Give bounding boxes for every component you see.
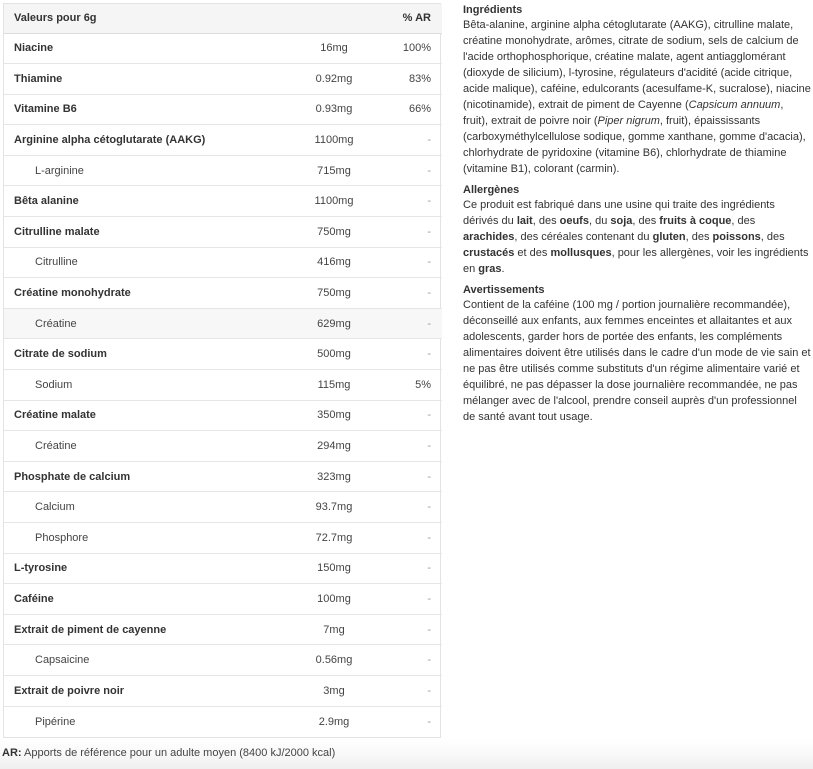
nutrient-ar: 100%	[374, 33, 442, 64]
nutrient-ar: -	[374, 523, 442, 554]
nutrient-ar: -	[374, 492, 442, 523]
nutrient-name: Thiamine	[4, 64, 294, 95]
table-header-row	[4, 4, 442, 33]
nutrient-amount: 0.92mg	[294, 64, 374, 95]
nutrient-ar: -	[374, 186, 442, 217]
text-segment: et des	[514, 247, 551, 259]
nutrient-name: Créatine	[4, 431, 294, 462]
text-segment: , pour les allergènes, voir les ingrédients en	[463, 247, 809, 275]
header-amount	[294, 4, 374, 33]
nutrient-name: Capsaicine	[4, 645, 294, 676]
nutrient-ar: 5%	[374, 370, 442, 401]
info-panel	[463, 3, 811, 431]
nutrient-name: Citrulline malate	[4, 217, 294, 248]
footnote-label: AR:	[2, 747, 22, 759]
nutrient-ar: -	[374, 400, 442, 431]
nutrient-name: Créatine malate	[4, 400, 294, 431]
table-body	[4, 33, 442, 737]
nutrient-amount: 715mg	[294, 155, 374, 186]
table-row	[4, 370, 442, 401]
text-segment: , des	[532, 215, 560, 227]
table-row	[4, 400, 442, 431]
table-row	[4, 186, 442, 217]
table-row	[4, 155, 442, 186]
nutrient-ar: -	[374, 431, 442, 462]
nutrient-ar: -	[374, 553, 442, 584]
allergen-highlight: mollusques	[550, 247, 612, 259]
nutrient-name: Bêta alanine	[4, 186, 294, 217]
allergen-highlight: soja	[610, 215, 633, 227]
nutrient-name: Vitamine B6	[4, 94, 294, 125]
nutrient-ar: -	[374, 155, 442, 186]
nutrient-amount: 1100mg	[294, 125, 374, 156]
text-segment: , des	[632, 215, 660, 227]
nutrient-amount: 416mg	[294, 247, 374, 278]
text-segment: .	[501, 263, 505, 275]
table-row	[4, 125, 442, 156]
nutrient-name: Sodium	[4, 370, 294, 401]
table-row	[4, 706, 442, 737]
allergen-highlight: gluten	[652, 231, 686, 243]
nutrient-name: Pipérine	[4, 706, 294, 737]
footnote-text: Apports de référence pour un adulte moyen (8400 kJ/2000 kcal)	[21, 747, 336, 759]
nutrition-table	[3, 3, 441, 738]
nutrient-amount: 7mg	[294, 614, 374, 645]
nutrient-ar: -	[374, 125, 442, 156]
nutrient-ar: -	[374, 614, 442, 645]
nutrient-amount: 115mg	[294, 370, 374, 401]
nutrient-ar: -	[374, 339, 442, 370]
nutrient-amount: 150mg	[294, 553, 374, 584]
footnote	[2, 747, 335, 759]
nutrient-name: Niacine	[4, 33, 294, 64]
nutrient-ar: -	[374, 217, 442, 248]
text-segment: , du	[588, 215, 611, 227]
nutrient-name: Créatine monohydrate	[4, 278, 294, 309]
table-row	[4, 64, 442, 95]
nutrient-amount: 1100mg	[294, 186, 374, 217]
header-name: Valeurs pour 6g	[4, 4, 294, 33]
nutrient-amount: 294mg	[294, 431, 374, 462]
nutrient-name: Caféine	[4, 584, 294, 615]
table-row	[4, 308, 442, 339]
nutrient-name: Calcium	[4, 492, 294, 523]
nutrient-amount: 500mg	[294, 339, 374, 370]
nutrient-ar: -	[374, 675, 442, 706]
text-segment: , fruit), extrait de poivre noir (	[463, 99, 784, 127]
nutrient-amount: 72.7mg	[294, 523, 374, 554]
allergen-highlight: arachides	[463, 231, 515, 243]
table-row	[4, 492, 442, 523]
allergen-highlight: oeufs	[559, 215, 589, 227]
latin-name: Piper nigrum	[597, 115, 660, 127]
latin-name: Capsicum annuum	[688, 99, 781, 111]
nutrient-name: Extrait de piment de cayenne	[4, 614, 294, 645]
table-row	[4, 584, 442, 615]
ingredients-text	[463, 17, 811, 177]
allergen-highlight: crustacés	[463, 247, 515, 259]
allergens-text	[463, 197, 811, 277]
nutrient-name: Phosphore	[4, 523, 294, 554]
nutrient-amount: 629mg	[294, 308, 374, 339]
allergens-title: Allergènes	[463, 184, 520, 196]
nutrient-name: Extrait de poivre noir	[4, 675, 294, 706]
nutrient-ar: -	[374, 247, 442, 278]
nutrient-amount: 323mg	[294, 461, 374, 492]
text-segment: , des céréales contenant du	[514, 231, 653, 243]
nutrient-amount: 93.7mg	[294, 492, 374, 523]
nutrient-ar: -	[374, 584, 442, 615]
nutrient-ar: -	[374, 461, 442, 492]
nutrient-ar: -	[374, 645, 442, 676]
nutrient-name: L-arginine	[4, 155, 294, 186]
table-row	[4, 523, 442, 554]
ingredients-title: Ingrédients	[463, 4, 523, 16]
nutrient-amount: 750mg	[294, 217, 374, 248]
text-segment: Bêta-alanine, arginine alpha cétoglutarate (AAKG), citrulline malate, créatine monohydrate, arômes, citrate de sodium, sels de calcium de l'acide orthophosphorique, créatine malate, agent antiagglomérant (dioxyde de silicium), l-tyrosine, régulateurs d'acidité (acide citrique, acide malique), caféine, edulcorants (acesulfame-K, sucralose), niacine (nicotinamide), extrait de piment de Cayenne (	[463, 19, 811, 111]
nutrient-amount: 100mg	[294, 584, 374, 615]
nutrient-name: L-tyrosine	[4, 553, 294, 584]
table-row	[4, 614, 442, 645]
text-segment: , des	[731, 215, 756, 227]
nutrient-ar: 83%	[374, 64, 442, 95]
table-row	[4, 645, 442, 676]
table-row	[4, 431, 442, 462]
warnings-title: Avertissements	[463, 284, 545, 296]
allergen-highlight: fruits à coque	[659, 215, 732, 227]
table-row	[4, 675, 442, 706]
nutrient-ar: -	[374, 278, 442, 309]
nutrient-ar: -	[374, 308, 442, 339]
table-row	[4, 33, 442, 64]
allergen-highlight: lait	[516, 215, 533, 227]
table-row	[4, 339, 442, 370]
nutrient-name: Arginine alpha cétoglutarate (AAKG)	[4, 125, 294, 156]
table-row	[4, 247, 442, 278]
nutrient-name: Phosphate de calcium	[4, 461, 294, 492]
nutrient-name: Citrate de sodium	[4, 339, 294, 370]
allergen-highlight: poissons	[712, 231, 761, 243]
table-row	[4, 94, 442, 125]
nutrient-amount: 2.9mg	[294, 706, 374, 737]
text-segment: , des	[685, 231, 713, 243]
table-row	[4, 217, 442, 248]
table-row	[4, 278, 442, 309]
warnings-text: Contient de la caféine (100 mg / portion journalière recommandée), déconseillé aux enfants, aux femmes enceintes et allaitantes et aux adolescents, garder hors de portée des enfants, les compléments alimentaires doivent être utilisés dans le cadre d'un mode de vie sain et ne pas être utilisés comme substituts d'un régime alimentaire varié et équilibré, ne pas dépasser la dose journalière recommandée, ne pas mélanger avec de l'alcool, prendre conseil auprès d'un professionnel de santé avant tout usage.	[463, 299, 811, 423]
text-segment: Ce produit est fabriqué dans une usine qui traite des ingrédients dérivés du	[463, 199, 775, 227]
table-row	[4, 461, 442, 492]
nutrient-amount: 0.93mg	[294, 94, 374, 125]
table-row	[4, 553, 442, 584]
nutrient-ar: -	[374, 706, 442, 737]
nutrient-amount: 3mg	[294, 675, 374, 706]
nutrient-amount: 350mg	[294, 400, 374, 431]
text-segment: , des	[760, 231, 785, 243]
nutrient-amount: 0.56mg	[294, 645, 374, 676]
text-segment: , fruit), épaississants (carboxyméthylcellulose sodique, gomme xanthane, gomme d'acacia), chlorhydrate de pyridoxine (vitamine B6), chlorhydrate de thiamine (vitamine B1), colorant (carmin).	[463, 115, 806, 175]
header-ar: % AR	[374, 4, 442, 33]
allergen-highlight: gras	[478, 263, 502, 275]
nutrient-amount: 16mg	[294, 33, 374, 64]
nutrient-ar: 66%	[374, 94, 442, 125]
nutrient-amount: 750mg	[294, 278, 374, 309]
nutrient-name: Créatine	[4, 308, 294, 339]
nutrient-name: Citrulline	[4, 247, 294, 278]
